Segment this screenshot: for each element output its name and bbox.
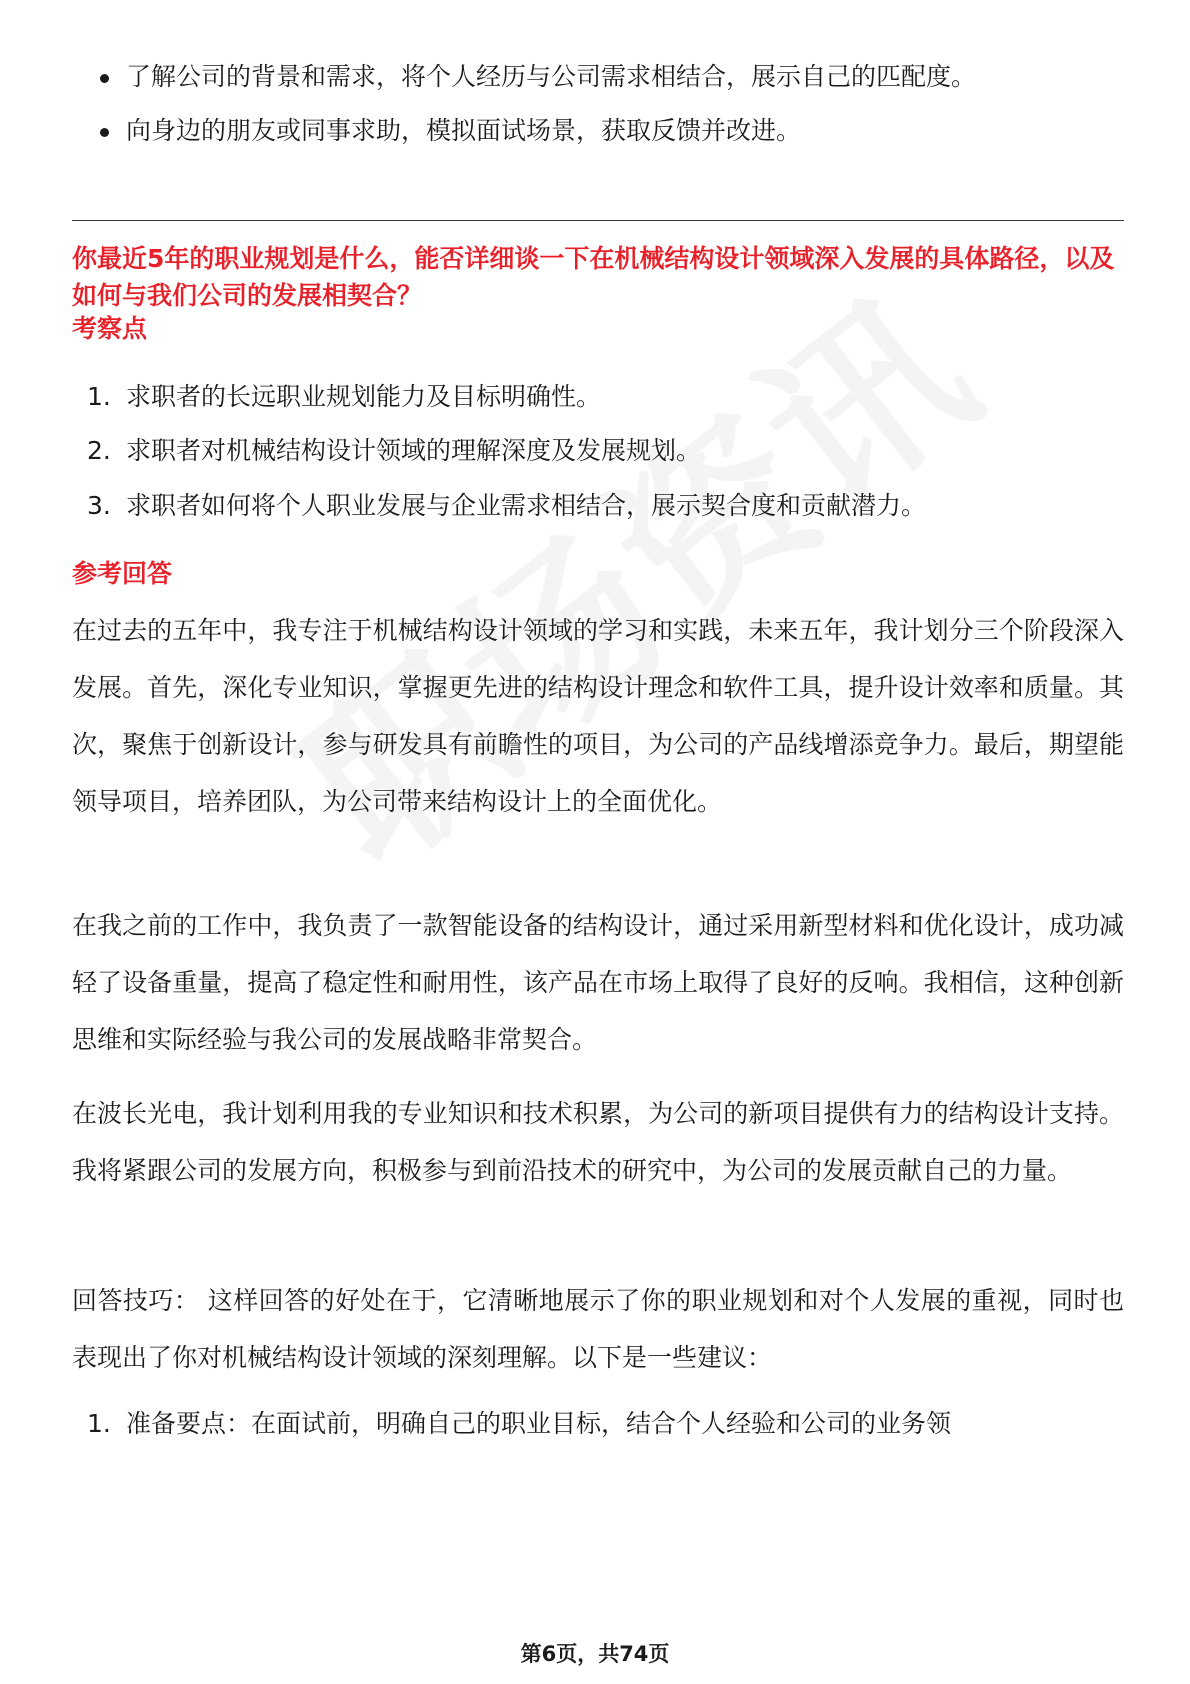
interview-question: 你最近5年的职业规划是什么，能否详细谈一下在机械结构设计领域深入发展的具体路径，以及如何与我们公司的发展相契合？ — [72, 244, 1115, 310]
focus-heading: 考察点 — [72, 314, 148, 343]
answer-heading: 参考回答 — [72, 559, 173, 588]
answer-paragraph: 在过去的五年中，我专注于机械结构设计领域的学习和实践，未来五年，我计划分三个阶段深入发展。首先，深化专业知识，掌握更先进的结构设计理念和软件工具，提升设计效率和质量。其次，聚焦于创新设计，参与研发具有前瞻性的项目，为公司的产品线增添竞争力。最后，期望能领导项目，培养团队，为公司带来结构设计上的全面优化。 — [72, 616, 1124, 816]
answer-paragraph: 在我之前的工作中，我负责了一款智能设备的结构设计，通过采用新型材料和优化设计，成功减轻了设备重量，提高了稳定性和耐用性，该产品在市场上取得了良好的反响。我相信，这种创新思维和实际经验与我公司的发展战略非常契合。 — [72, 911, 1124, 1054]
list-text: 准备要点：在面试前，明确自己的职业目标，结合个人经验和公司的业务领 — [126, 1409, 952, 1438]
list-text: 求职者对机械结构设计领域的理解深度及发展规划。 — [126, 436, 702, 465]
list-number: 3. — [87, 491, 111, 520]
bullet-text: 向身边的朋友或同事求助，模拟面试场景，获取反馈并改进。 — [126, 116, 802, 145]
answer-paragraph: 在波长光电，我计划利用我的专业知识和技术积累，为公司的新项目提供有力的结构设计支持。我将紧跟公司的发展方向，积极参与到前沿技术的研究中，为公司的发展贡献自己的力量。 — [72, 1099, 1124, 1185]
list-text: 求职者的长远职业规划能力及目标明确性。 — [126, 382, 602, 411]
page-number: 第6页，共74页 — [520, 1642, 670, 1666]
bullet-icon — [100, 128, 109, 137]
section-divider — [72, 220, 1124, 221]
tips-paragraph: 回答技巧： 这样回答的好处在于，它清晰地展示了你的职业规划和对个人发展的重视，同时也表现出了你对机械结构设计领域的深刻理解。以下是一些建议： — [72, 1286, 1124, 1372]
bullet-text: 了解公司的背景和需求，将个人经历与公司需求相结合，展示自己的匹配度。 — [126, 62, 977, 91]
list-number: 2. — [87, 436, 111, 465]
list-number: 1. — [87, 1409, 111, 1438]
list-number: 1. — [87, 382, 111, 411]
list-text: 求职者如何将个人职业发展与企业需求相结合，展示契合度和贡献潜力。 — [126, 491, 927, 520]
bullet-icon — [100, 74, 109, 83]
